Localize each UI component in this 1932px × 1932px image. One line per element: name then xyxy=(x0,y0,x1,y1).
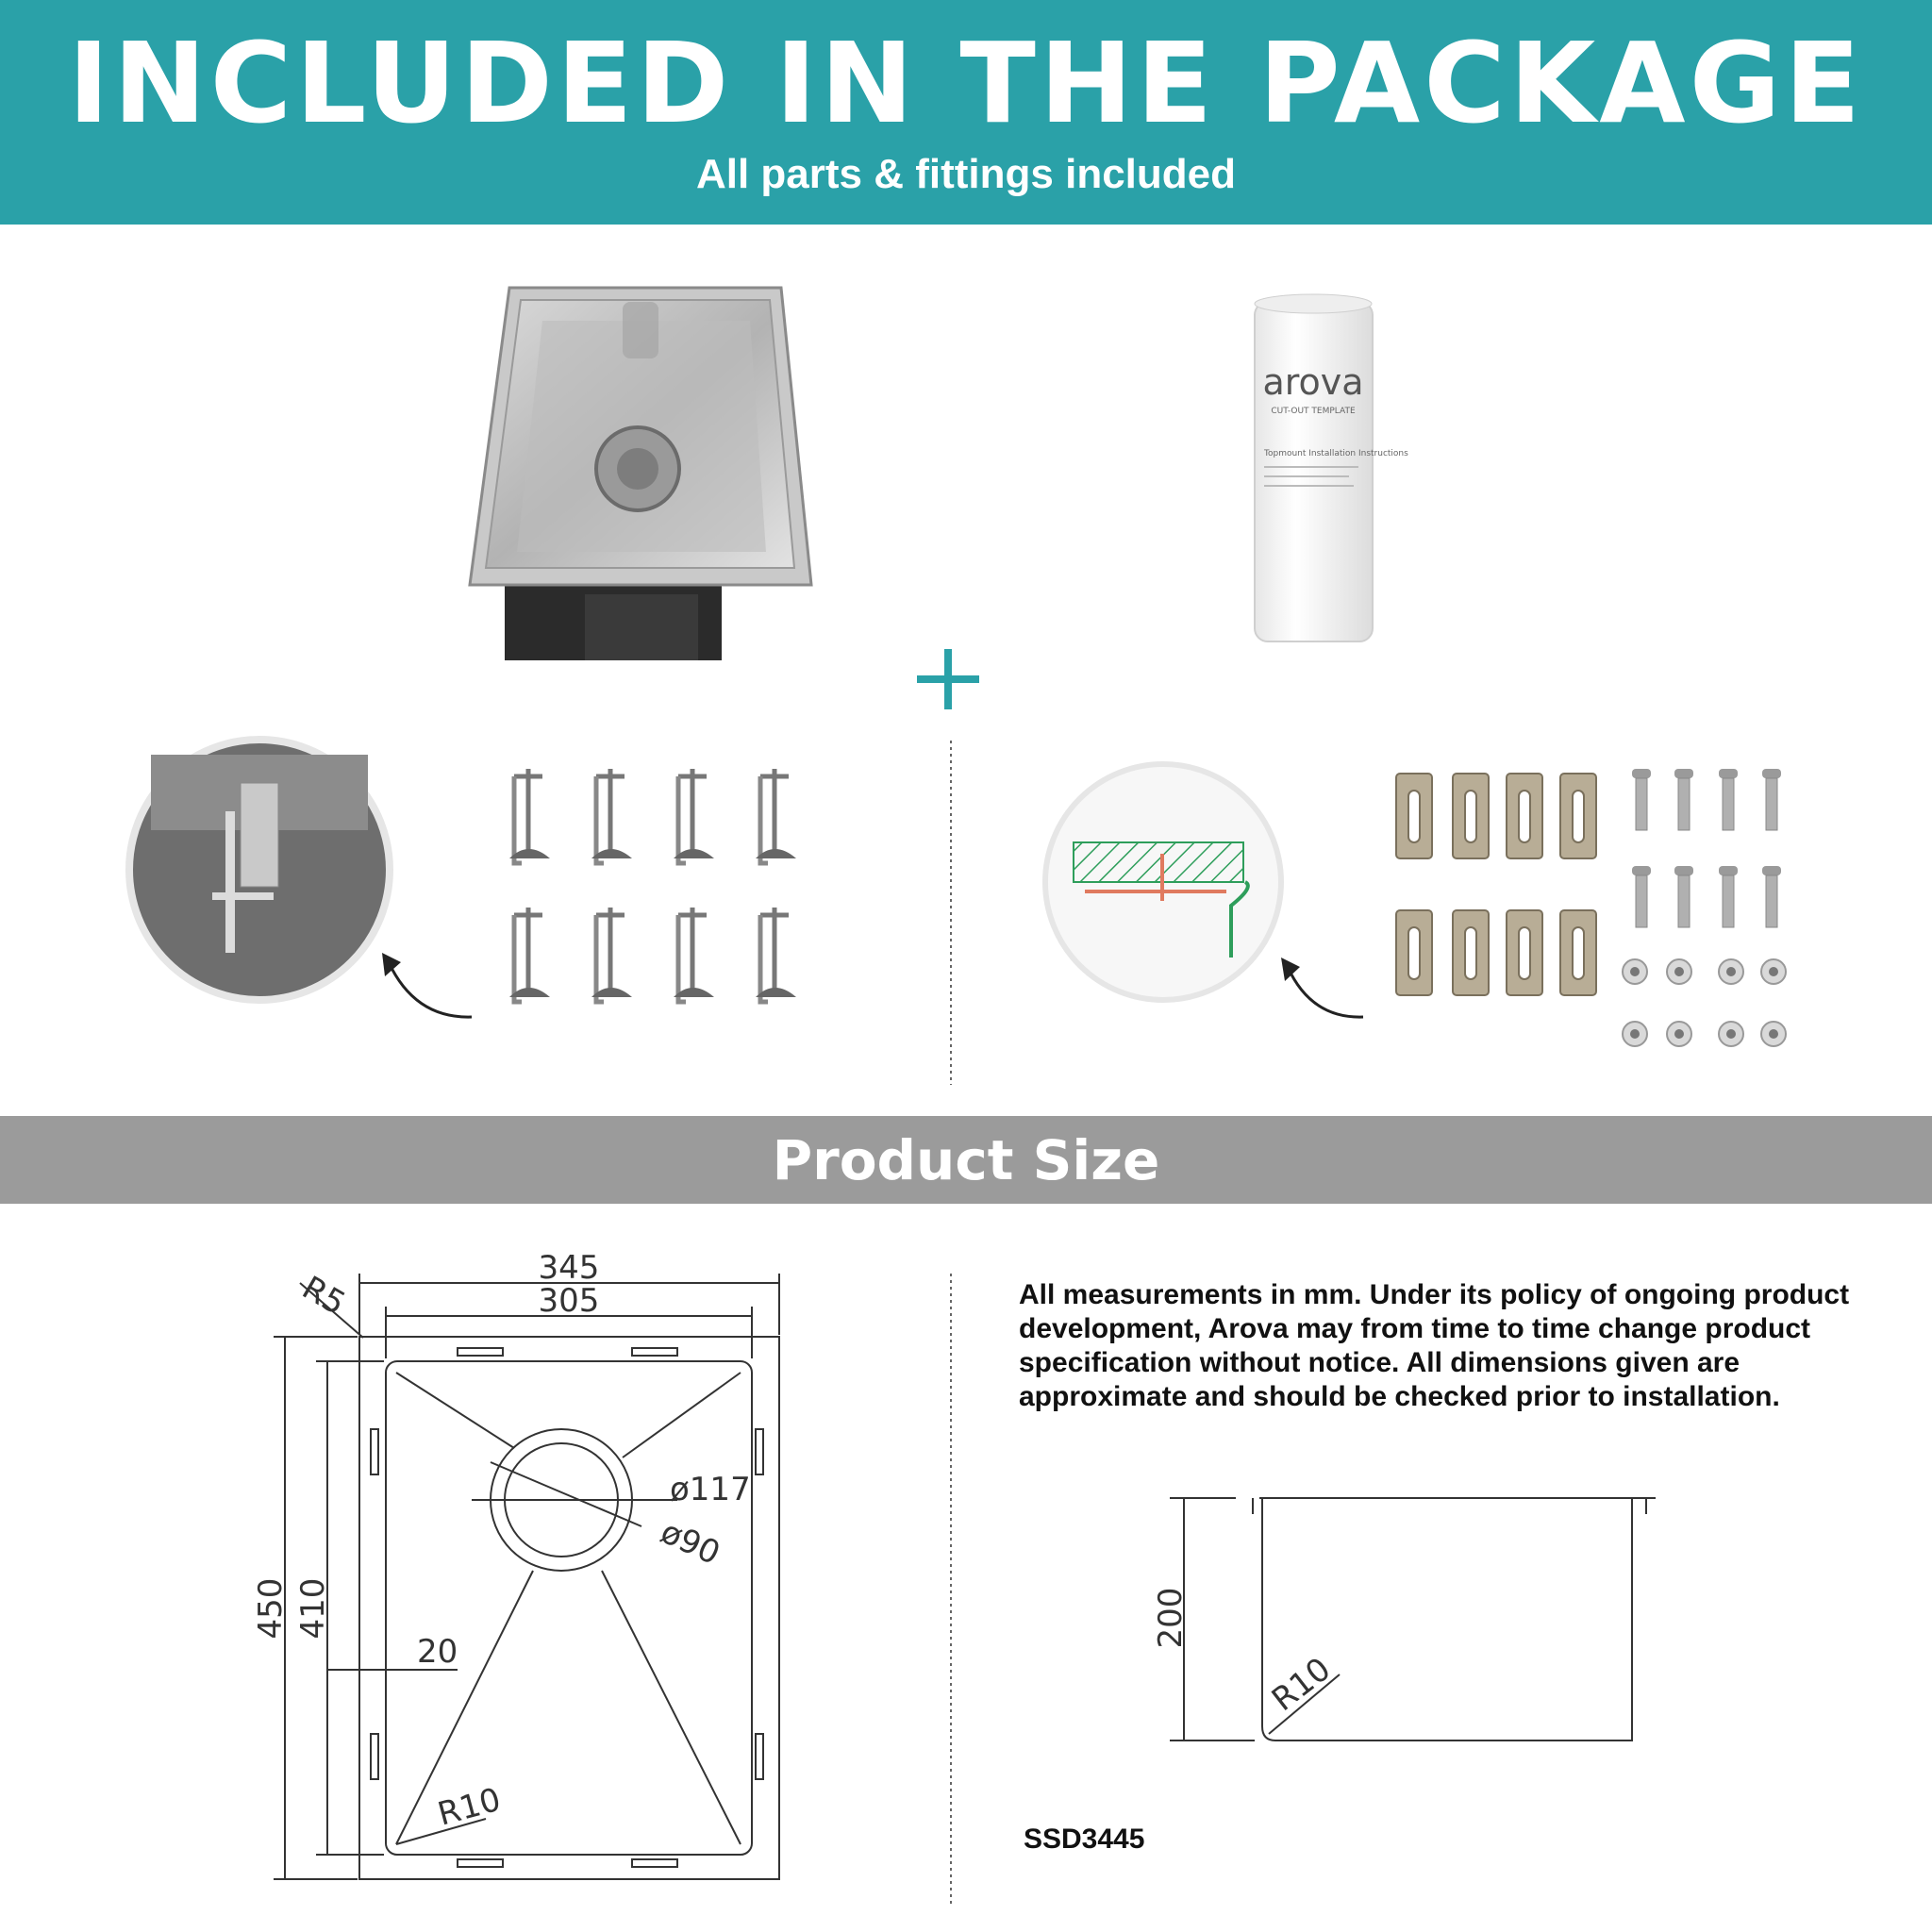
arrow-right xyxy=(1288,967,1363,1017)
dim-rim: 20 xyxy=(417,1633,458,1671)
banner-subtitle: All parts & fittings included xyxy=(695,151,1237,197)
sink-image xyxy=(470,288,811,660)
dim-outer-corner: R5 xyxy=(295,1269,352,1324)
dim-inner-corner: R10 xyxy=(433,1780,505,1834)
dim-outer-width: 345 xyxy=(538,1249,600,1287)
model-number: SSD3445 xyxy=(1024,1824,1145,1855)
screw-set xyxy=(1632,769,1781,927)
dim-drain-inner: ø90 xyxy=(655,1512,726,1574)
measurement-note: All measurements in mm. Under its policy of ongoing product development, Arova may from time to time change product specification without notice. All dimensions given are approximate and should be checked prior to installation. xyxy=(1019,1279,1850,1412)
banner-title: INCLUDED IN THE PACKAGE xyxy=(67,18,1865,148)
dim-inner-width: 305 xyxy=(538,1282,600,1320)
section-drawing xyxy=(1170,1498,1656,1740)
dim-drain-outer: ø117 xyxy=(670,1471,751,1508)
plan-drawing xyxy=(274,1274,779,1879)
product-size-title: Product Size xyxy=(772,1128,1160,1192)
template-brand: arova xyxy=(1262,361,1364,403)
dim-section-height: 200 xyxy=(1152,1587,1190,1649)
plus-icon xyxy=(917,649,979,709)
washer-set xyxy=(1623,959,1786,1046)
template-caption: CUT-OUT TEMPLATE xyxy=(1271,407,1356,416)
cutout-template-roll xyxy=(1255,294,1408,641)
arrow-left xyxy=(389,962,472,1017)
topmount-detail-circle xyxy=(1045,764,1281,1000)
dim-section-corner: R10 xyxy=(1264,1650,1339,1720)
dim-outer-depth: 450 xyxy=(252,1577,290,1640)
clamp-set xyxy=(509,769,796,1002)
dim-inner-depth: 410 xyxy=(294,1577,332,1640)
template-subtitle: Topmount Installation Instructions xyxy=(1264,449,1408,458)
undermount-detail-circle xyxy=(129,740,390,1000)
bracket-set xyxy=(1396,774,1596,995)
